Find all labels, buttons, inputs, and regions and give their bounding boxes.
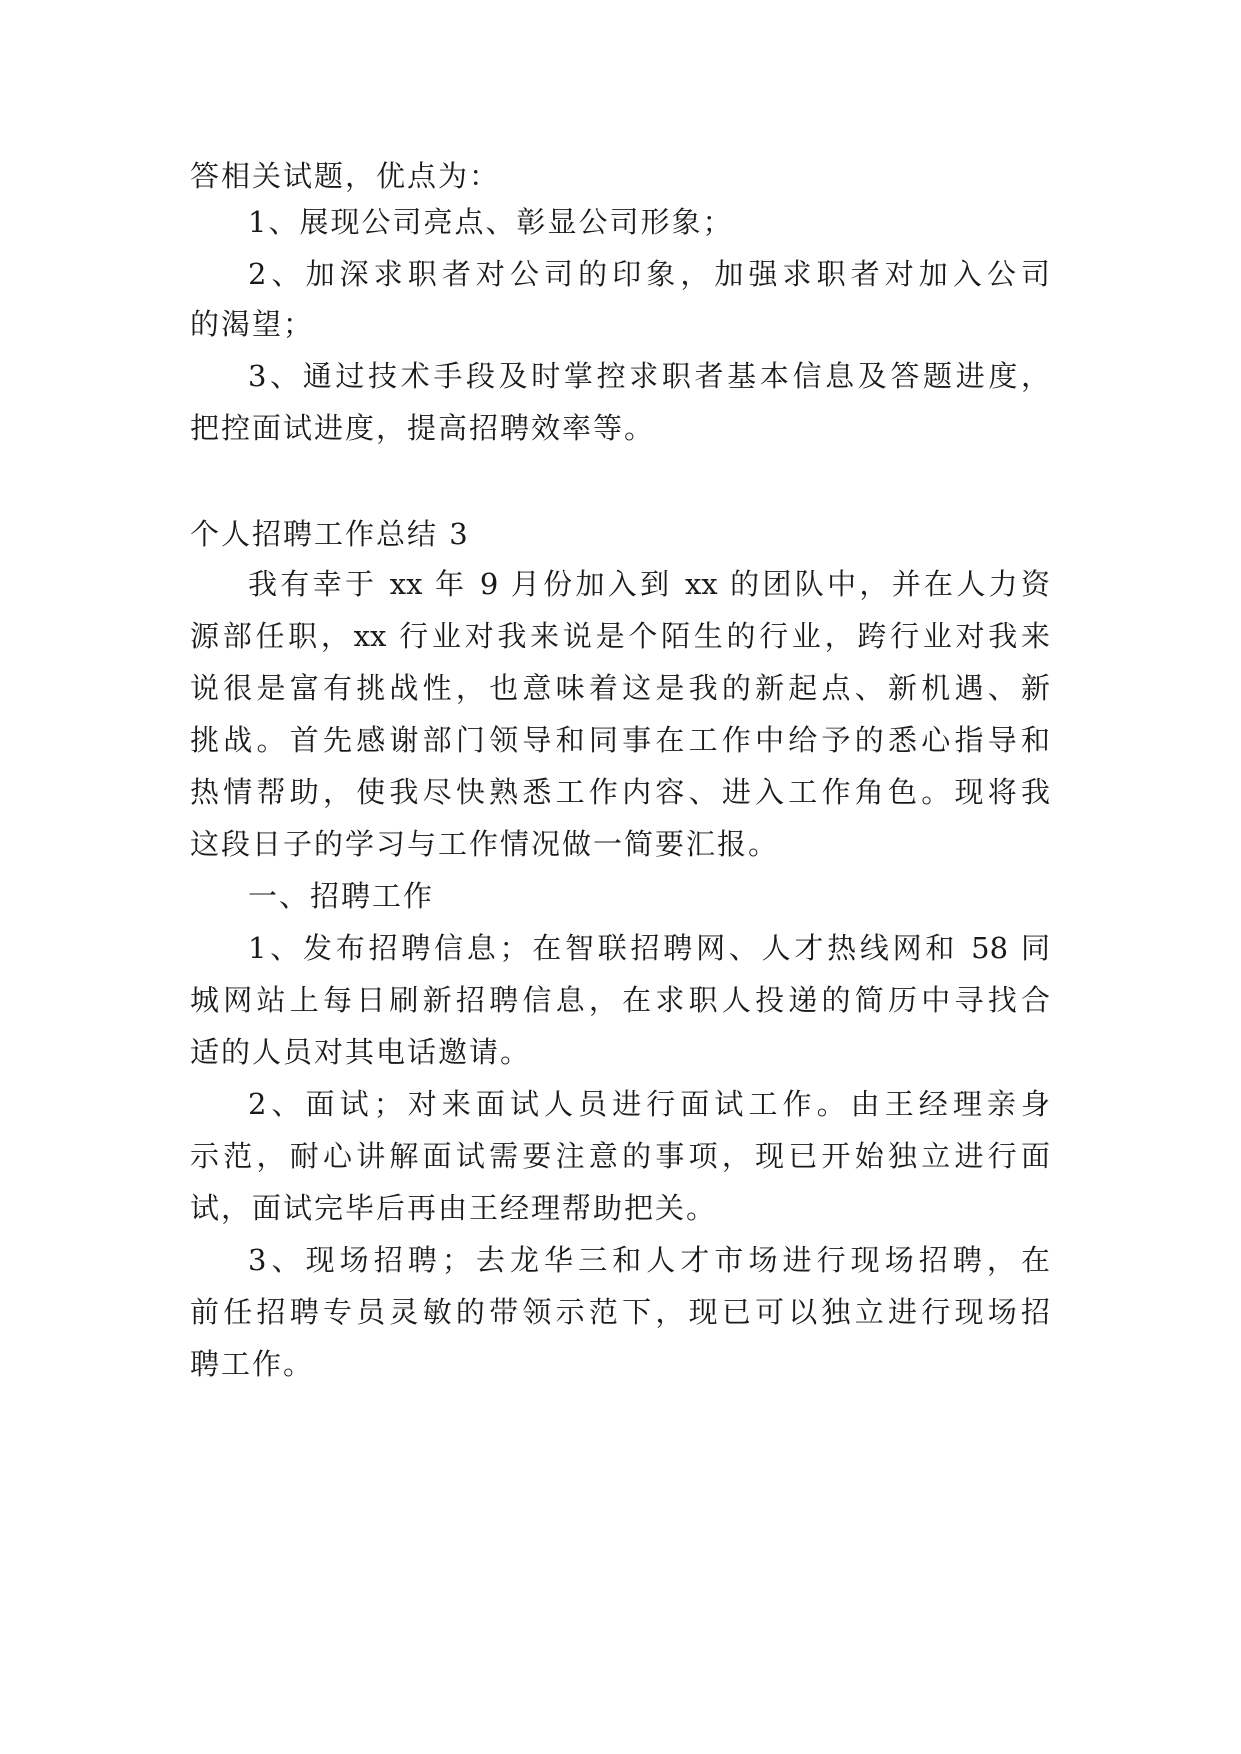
subheading: 一、招聘工作 [248,879,435,913]
body-text-line: 答相关试题，优点为： [190,159,501,193]
item-3-line: 聘工作。 [190,1347,315,1381]
list-item-1: 1、展现公司亮点、彰显公司形象； [248,205,734,239]
item-2-line: 试，面试完毕后再由王经理帮助把关。 [190,1191,718,1225]
item-3-line: 3、现场招聘；去龙华三和人才市场进行现场招聘，在 [248,1243,1050,1277]
intro-line: 这段日子的学习与工作情况做一简要汇报。 [190,827,780,861]
item-1-line: 适的人员对其电话邀请。 [190,1035,532,1069]
intro-line: 源部任职，xx 行业对我来说是个陌生的行业，跨行业对我来 [190,619,1050,653]
intro-line: 热情帮助，使我尽快熟悉工作内容、进入工作角色。现将我 [190,775,1050,809]
list-item-3-cont: 把控面试进度，提高招聘效率等。 [190,411,656,445]
item-2-line: 示范，耐心讲解面试需要注意的事项，现已开始独立进行面 [190,1139,1050,1173]
list-item-2: 2、加深求职者对公司的印象，加强求职者对加入公司 [248,257,1050,291]
intro-line: 我有幸于 xx 年 9 月份加入到 xx 的团队中，并在人力资 [248,567,1050,601]
section-title: 个人招聘工作总结 3 [190,517,470,551]
list-item-3: 3、通过技术手段及时掌控求职者基本信息及答题进度， [248,359,1050,393]
intro-line: 说很是富有挑战性，也意味着这是我的新起点、新机遇、新 [190,671,1050,705]
item-3-line: 前任招聘专员灵敏的带领示范下，现已可以独立进行现场招 [190,1295,1050,1329]
item-2-line: 2、面试；对来面试人员进行面试工作。由王经理亲身 [248,1087,1050,1121]
item-1-line: 城网站上每日刷新招聘信息，在求职人投递的简历中寻找合 [190,983,1050,1017]
list-item-2-cont: 的渴望； [190,307,315,341]
item-1-line: 1、发布招聘信息；在智联招聘网、人才热线网和 58 同 [248,931,1050,965]
intro-line: 挑战。首先感谢部门领导和同事在工作中给予的悉心指导和 [190,723,1050,757]
